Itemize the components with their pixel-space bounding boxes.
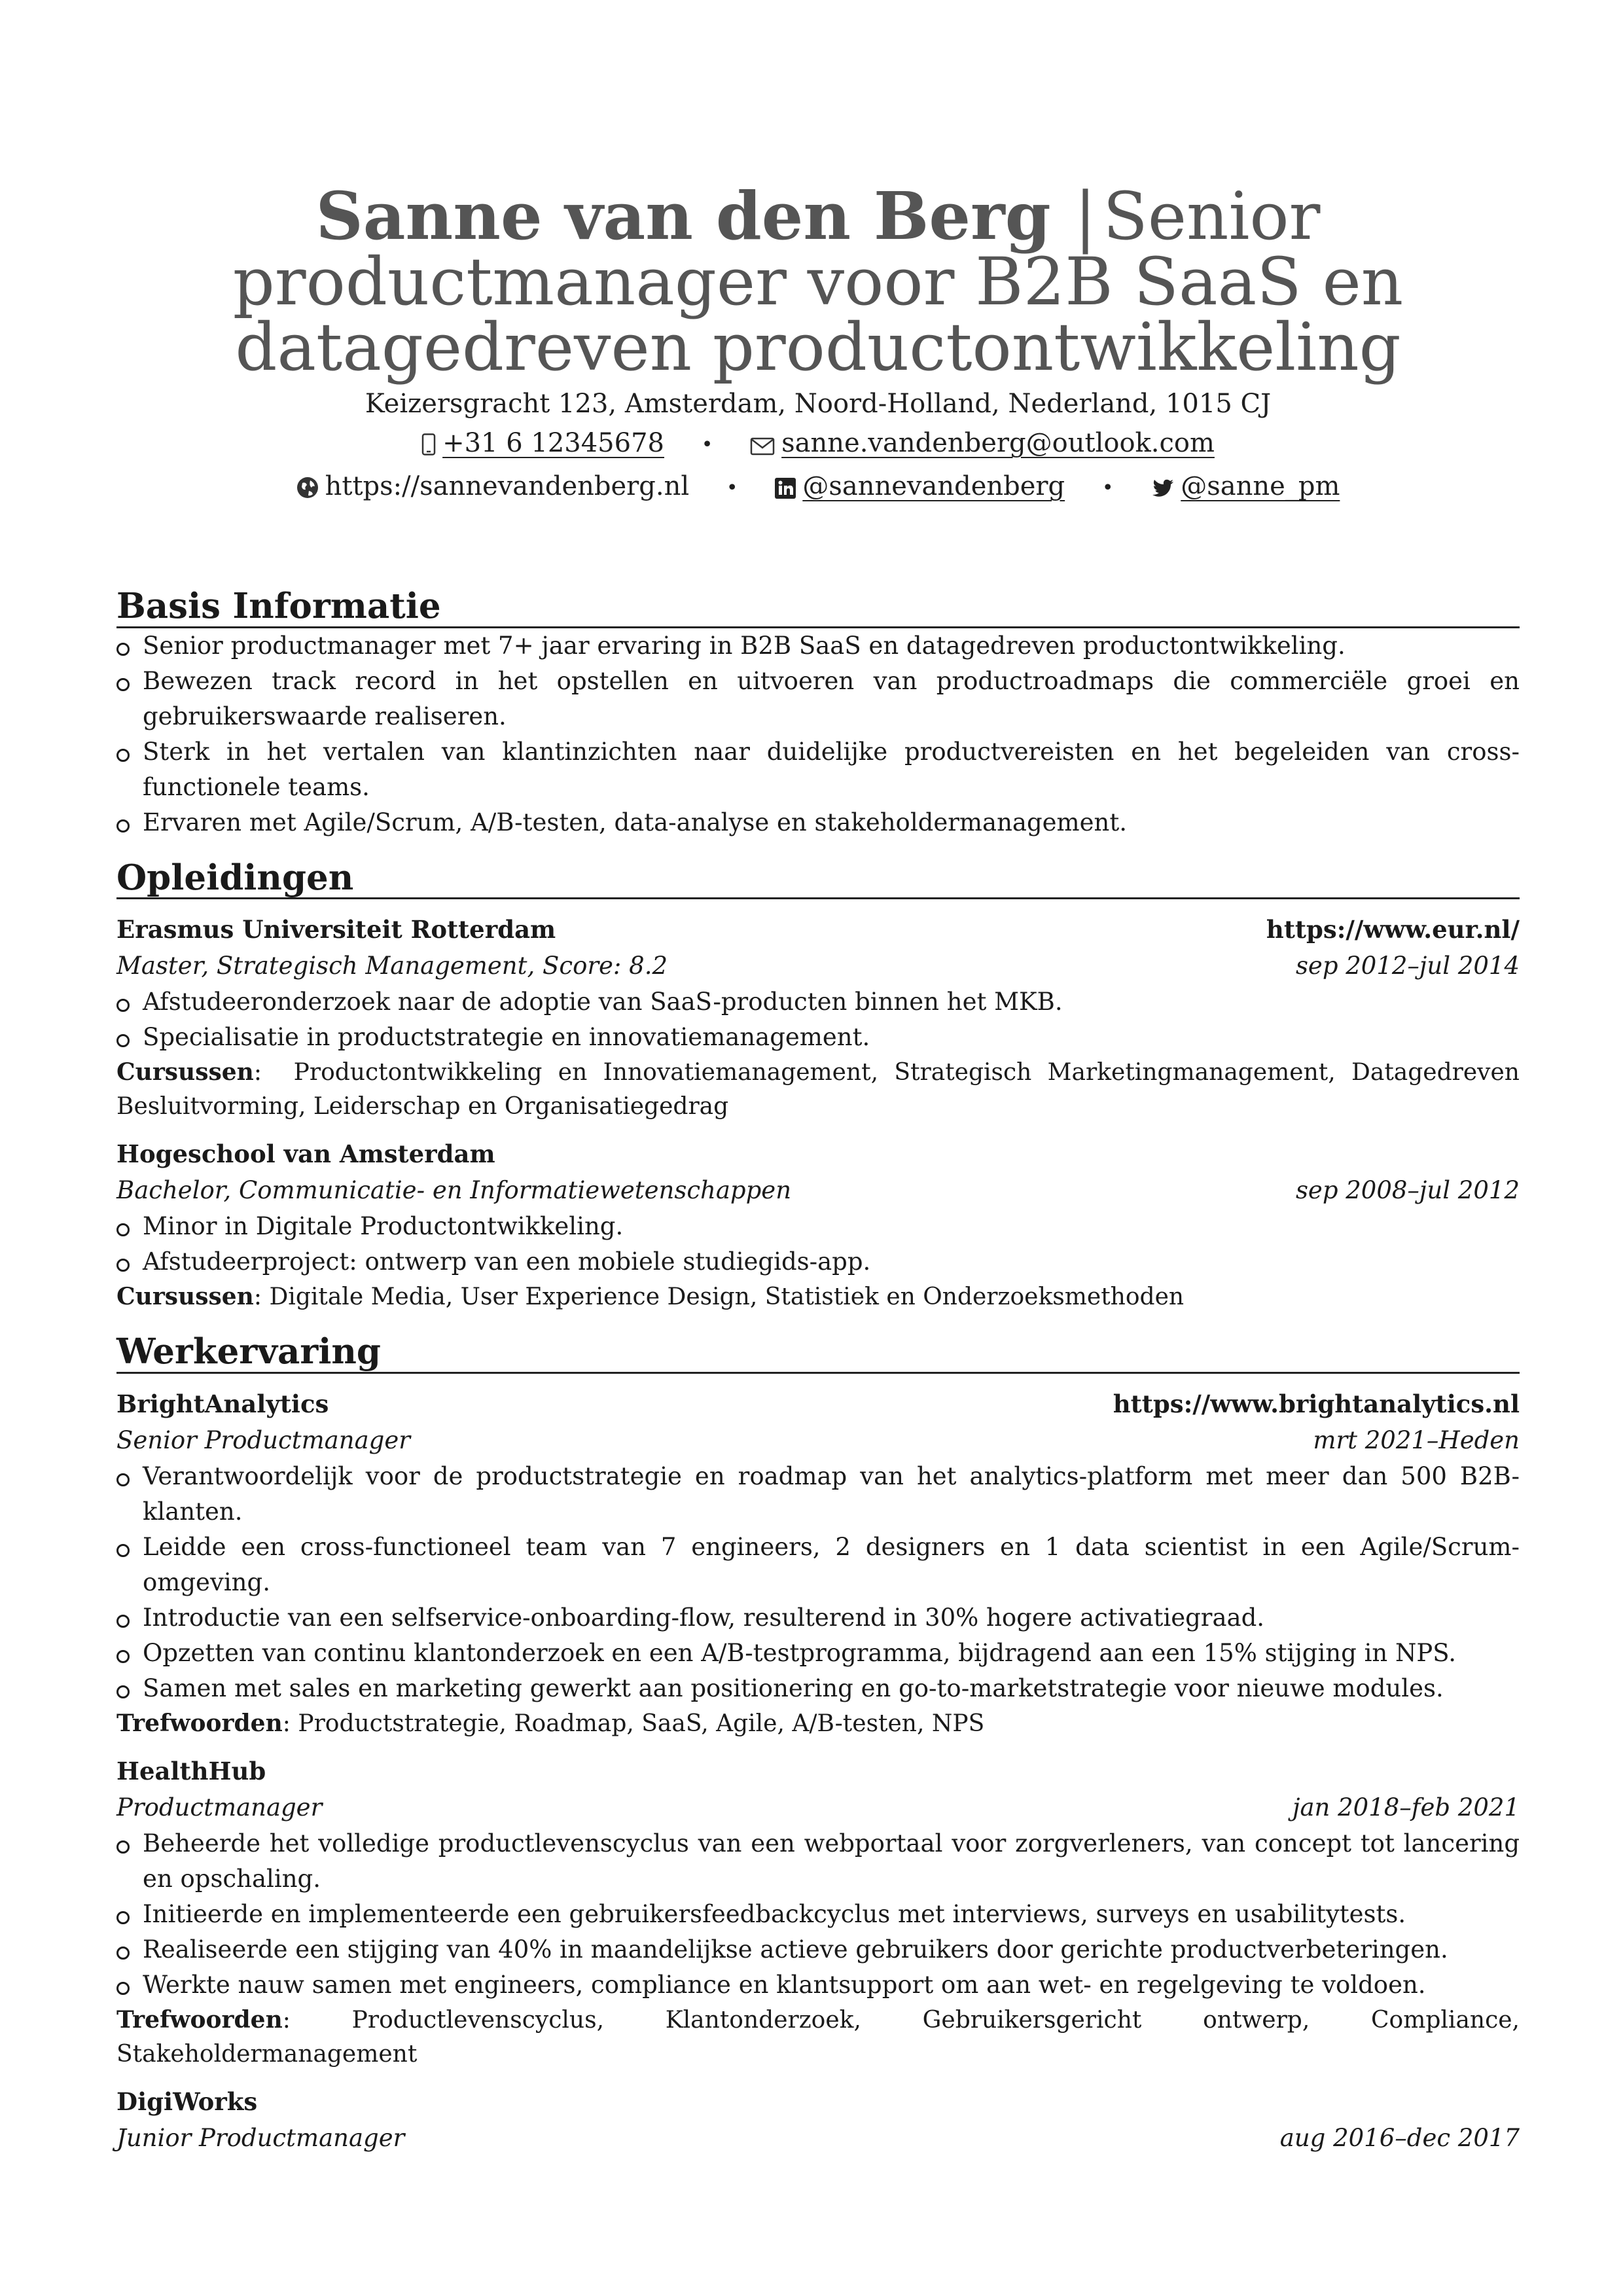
- contact-row-1: [116, 423, 1520, 467]
- section-heading-work: Werkervaring: [116, 1334, 1520, 1374]
- basis-list: [116, 628, 1520, 840]
- contact-row-2: [116, 467, 1520, 510]
- keywords-list: Productstrategie, Roadmap, SaaS, Agile, A/B-testen, NPS: [298, 1710, 985, 1737]
- list-item: Werkte nauw samen met engineers, compliance en klantsupport om aan wet- en regelgeving te voldoen.: [116, 1967, 1520, 2003]
- headline: Senior productmanager voor B2B SaaS en datagedreven productontwikkeling: [232, 178, 1404, 386]
- twitter-link[interactable]: @sanne_pm: [1181, 471, 1340, 501]
- list-item: Sterk in het vertalen van klantinzichten naar duidelijke productvereisten en het begeleiden van cross-functionele teams.: [116, 734, 1520, 805]
- education-entry: [116, 911, 1520, 1124]
- courses-label: Cursussen: [116, 1058, 254, 1086]
- list-item: Afstudeerproject: ontwerp van een mobiele studiegids-app.: [116, 1244, 1520, 1280]
- company-name: DigiWorks: [116, 2087, 258, 2116]
- company-url[interactable]: https://www.brightanalytics.nl: [1113, 1389, 1520, 1418]
- date-range: sep 2012–jul 2014: [1295, 952, 1520, 980]
- date-range: jan 2018–feb 2021: [1293, 1793, 1520, 1821]
- person-name: Sanne van den Berg: [315, 177, 1051, 255]
- list-item: Opzetten van continu klantonderzoek en een A/B-testprogramma, bijdragend aan een 15% stijging in NPS.: [116, 1636, 1520, 1671]
- work-entry: [116, 1753, 1520, 2072]
- resume-page: [116, 177, 1520, 2157]
- list-item: Introductie van een selfservice-onboarding-flow, resulterend in 30% hogere activatiegraad.: [116, 1600, 1520, 1636]
- job-role: Senior Productmanager: [116, 1426, 410, 1454]
- courses-list: Productontwikkeling en Innovatiemanagement, Strategisch Marketingmanagement, Datagedreven Besluitvorming, Leiderschap en Organisatiegedrag: [116, 1059, 1520, 1121]
- courses: Cursussen: Productontwikkeling en Innovatiemanagement, Strategisch Marketingmanagement, Datagedreven Besluitvorming, Leiderschap en Organisatiegedrag: [116, 1058, 1520, 1121]
- date-range: mrt 2021–Heden: [1313, 1426, 1520, 1454]
- linkedin-icon: [775, 471, 796, 510]
- list-item: Verantwoordelijk voor de productstrategie en roadmap van het analytics-platform met meer dan 500 B2B-klanten.: [116, 1459, 1520, 1530]
- date-range: aug 2016–dec 2017: [1279, 2123, 1520, 2152]
- resume-header: [116, 177, 1520, 510]
- list-item: Specialisatie in productstrategie en innovatiemanagement.: [116, 1020, 1520, 1055]
- degree: Master, Strategisch Management, Score: 8.2: [116, 952, 668, 980]
- list-item: Samen met sales en marketing gewerkt aan positionering en go-to-marketstrategie voor nieuwe modules.: [116, 1671, 1520, 1706]
- keywords: Trefwoorden: Productlevenscyclus, Klantonderzoek, Gebruikersgericht ontwerp, Compliance, Stakeholdermanagement: [116, 2005, 1520, 2068]
- list-item: Afstudeeronderzoek naar de adoptie van SaaS-producten binnen het MKB.: [116, 984, 1520, 1020]
- degree: Bachelor, Communicatie- en Informatiewetenschappen: [116, 1176, 792, 1205]
- mobile-phone-icon: [421, 427, 436, 467]
- institution-name: Hogeschool van Amsterdam: [116, 1139, 495, 1169]
- list-item: Initieerde en implementeerde een gebruikersfeedbackcyclus met interviews, surveys en usabilitytests.: [116, 1897, 1520, 1932]
- company-name: HealthHub: [116, 1756, 266, 1785]
- work-entry: [116, 2083, 1520, 2157]
- institution-name: Erasmus Universiteit Rotterdam: [116, 915, 556, 944]
- list-item: Minor in Digitale Productontwikkeling.: [116, 1209, 1520, 1244]
- globe-icon: [296, 471, 319, 510]
- separator-dot: •: [1101, 476, 1114, 499]
- envelope-icon: [750, 427, 775, 467]
- courses: Cursussen: Digitale Media, User Experience Design, Statistiek en Onderzoeksmethoden: [116, 1283, 1185, 1311]
- education-details: [116, 1209, 1520, 1280]
- keywords-label: Trefwoorden: [116, 1709, 283, 1737]
- work-entry: [116, 1386, 1520, 1741]
- email-link[interactable]: sanne.vandenberg@outlook.com: [781, 428, 1215, 458]
- list-item: Realiseerde een stijging van 40% in maandelijkse actieve gebruikers door gerichte productverbeteringen.: [116, 1932, 1520, 1967]
- resume-title: [116, 177, 1520, 386]
- list-item: Beheerde het volledige productlevenscyclus van een webportaal voor zorgverleners, van concept tot lancering en opschaling.: [116, 1826, 1520, 1897]
- date-range: sep 2008–jul 2012: [1295, 1176, 1520, 1205]
- work-details: [116, 1826, 1520, 2003]
- job-role: Junior Productmanager: [116, 2123, 405, 2152]
- keywords: Trefwoorden: Productstrategie, Roadmap, SaaS, Agile, A/B-testen, NPS: [116, 1709, 985, 1737]
- list-item: Senior productmanager met 7+ jaar ervaring in B2B SaaS en datagedreven productontwikkeling.: [116, 628, 1520, 664]
- keywords-list: Productlevenscyclus, Klantonderzoek, Gebruikersgericht ontwerp, Compliance, Stakeholdermanagement: [116, 2006, 1520, 2068]
- education-details: [116, 984, 1520, 1055]
- keywords-label: Trefwoorden: [116, 2005, 283, 2034]
- courses-list: Digitale Media, User Experience Design, Statistiek en Onderzoeksmethoden: [269, 1283, 1185, 1311]
- website-link[interactable]: https://sannevandenberg.nl: [325, 471, 690, 501]
- title-separator: |: [1074, 178, 1097, 255]
- list-item: Ervaren met Agile/Scrum, A/B-testen, data-analyse en stakeholdermanagement.: [116, 805, 1520, 840]
- separator-dot: •: [701, 433, 713, 456]
- institution-url[interactable]: https://www.eur.nl/: [1266, 915, 1520, 944]
- separator-dot: •: [726, 476, 738, 499]
- work-details: [116, 1459, 1520, 1706]
- section-heading-education: Opleidingen: [116, 860, 1520, 900]
- company-name: BrightAnalytics: [116, 1389, 329, 1418]
- phone-link[interactable]: +31 6 12345678: [442, 428, 664, 458]
- job-role: Productmanager: [116, 1793, 323, 1821]
- list-item: Leidde een cross-functioneel team van 7 engineers, 2 designers en 1 data scientist in een Agile/Scrum-omgeving.: [116, 1530, 1520, 1600]
- address: Keizersgracht 123, Amsterdam, Noord-Holland, Nederland, 1015 CJ: [365, 389, 1272, 419]
- linkedin-link[interactable]: @sannevandenberg: [802, 471, 1065, 501]
- courses-label: Cursussen: [116, 1283, 254, 1311]
- section-heading-basis: Basis Informatie: [116, 588, 1520, 628]
- list-item: Bewezen track record in het opstellen en uitvoeren van productroadmaps die commerciële groei en gebruikerswaarde realiseren.: [116, 664, 1520, 734]
- twitter-icon: [1150, 471, 1174, 510]
- education-entry: [116, 1136, 1520, 1314]
